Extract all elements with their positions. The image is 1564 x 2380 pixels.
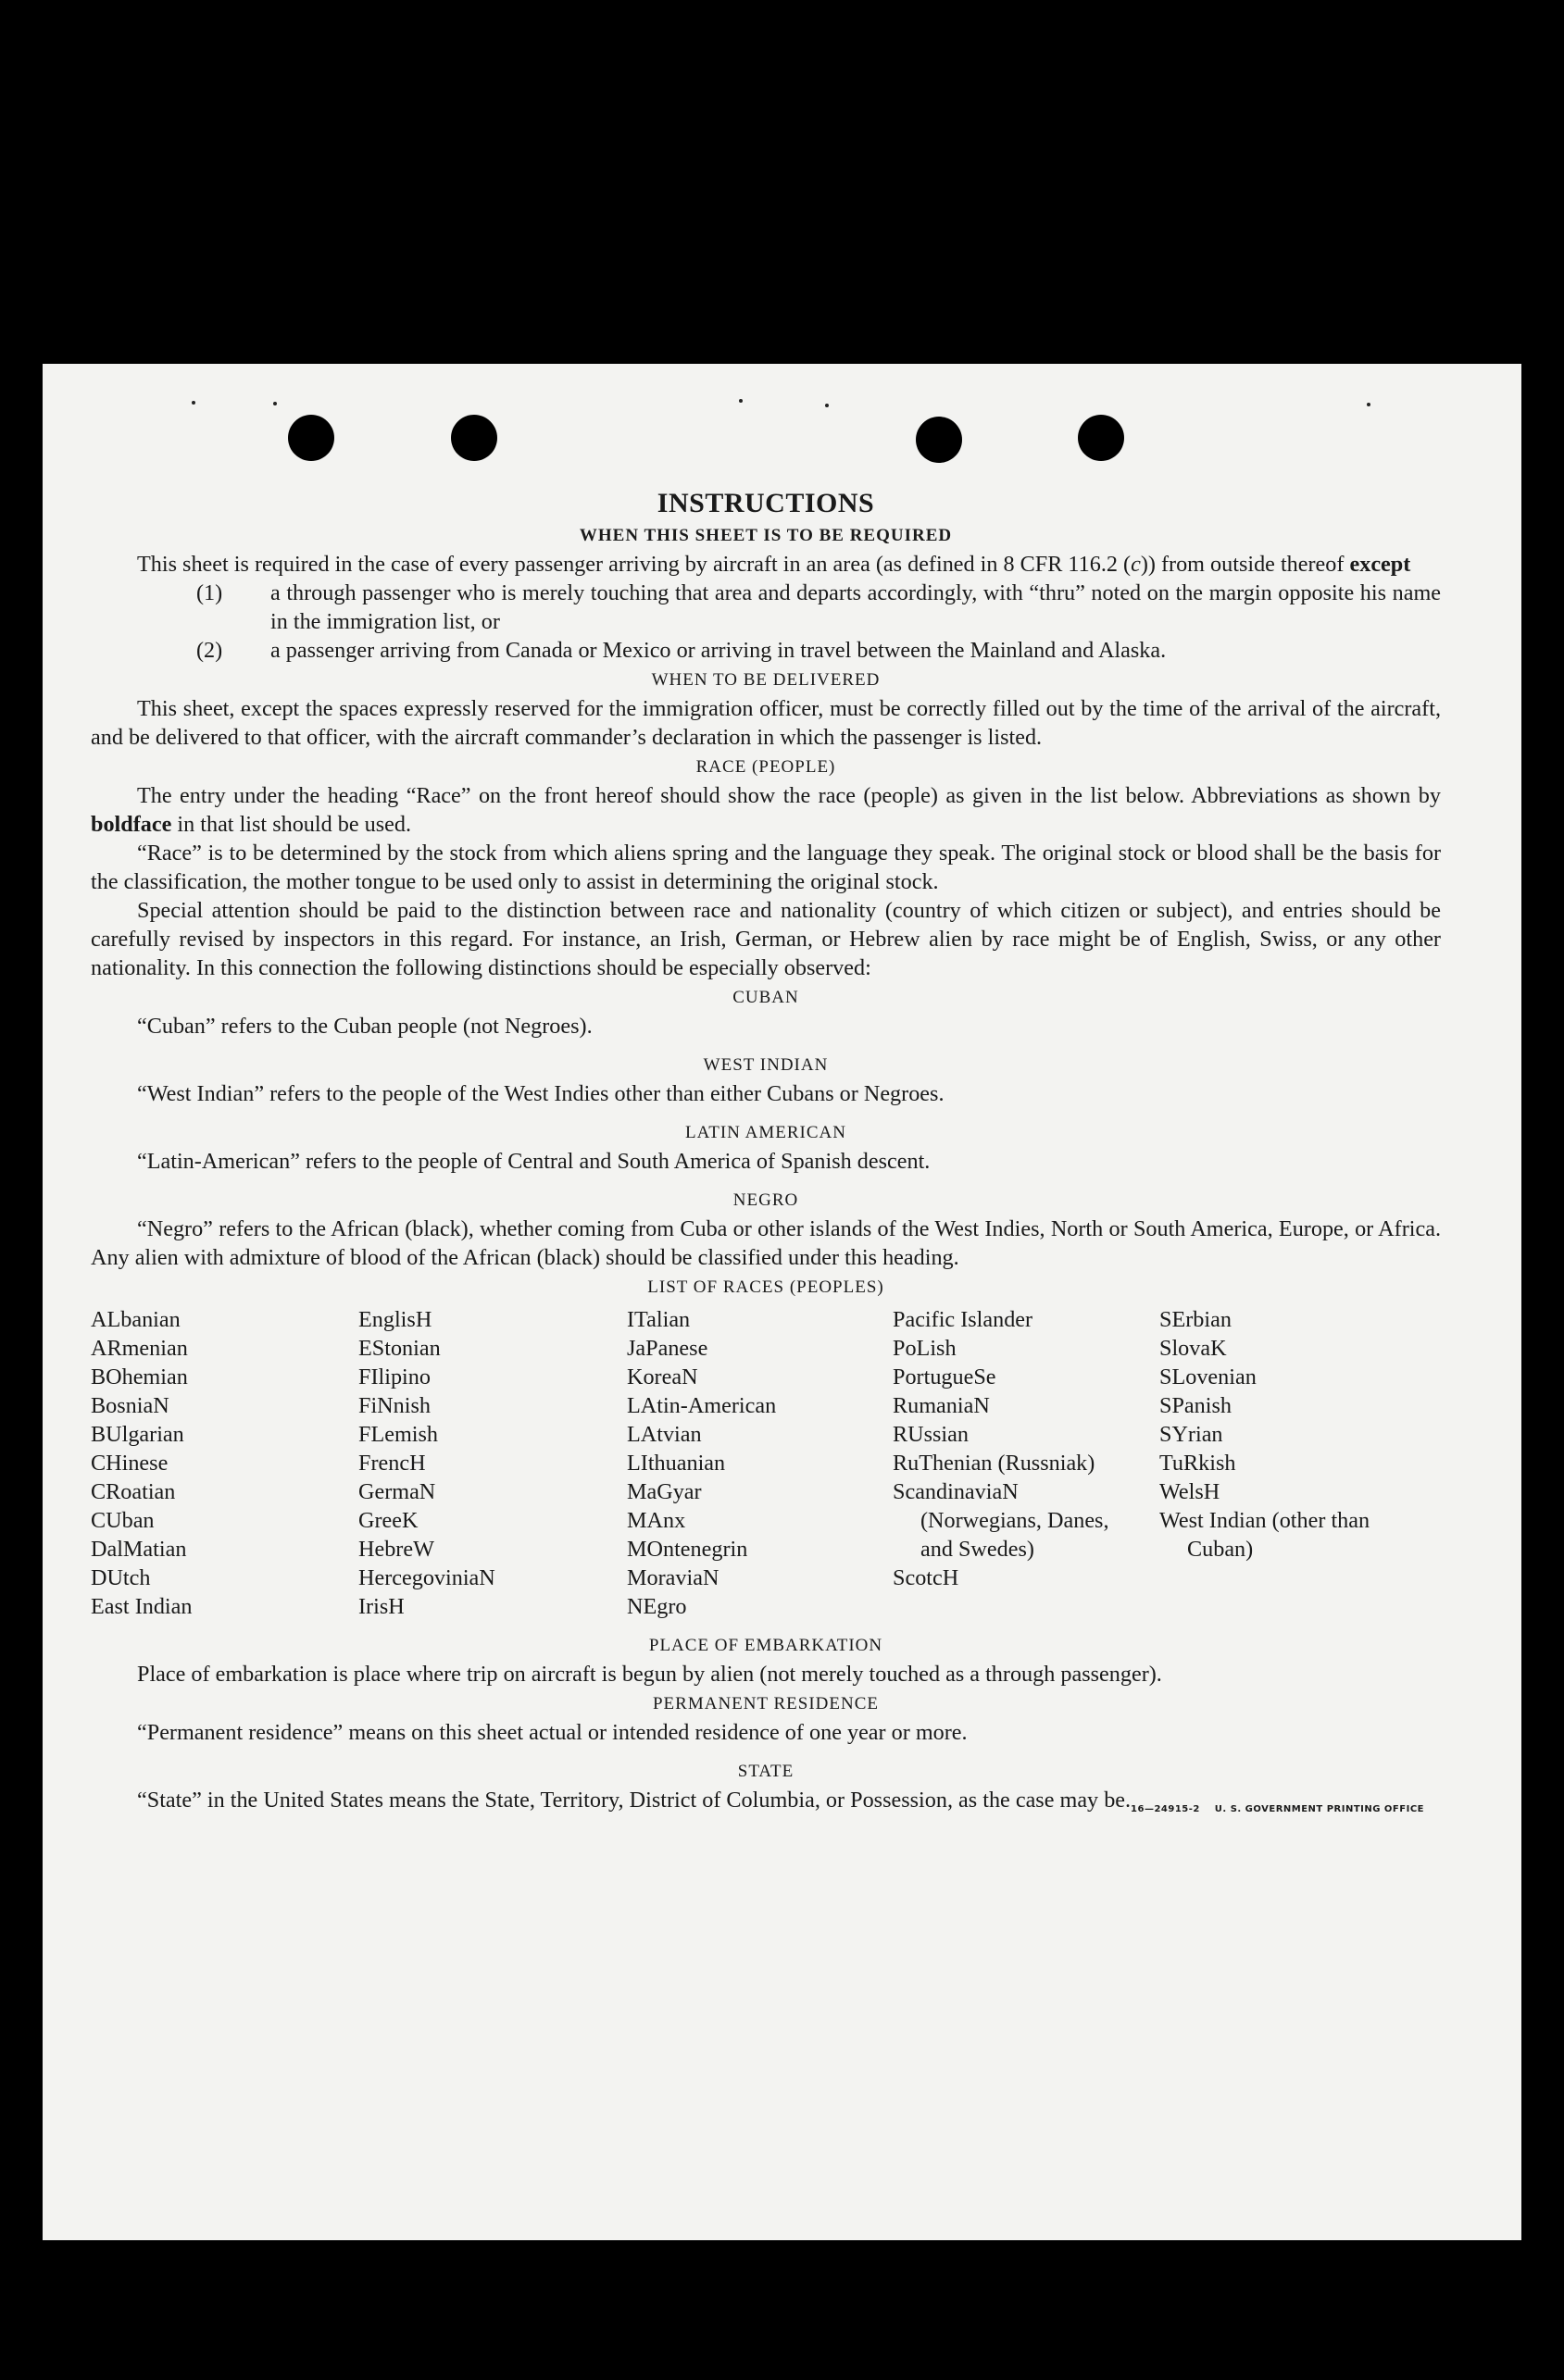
section-heading-embarkation: PLACE OF EMBARKATION [648, 1636, 883, 1655]
race-paragraph-3: Special attention should be paid to the distinction between race and nationality (country of which citizen or subject), and entries should be carefully revised by inspectors in this regard. For instance, an Irish, German, or Hebrew alien by race might be of English, Swiss, or any other nationality. In this connection the following distinctions should be especially observed: [91, 898, 1441, 980]
race-item: RumaniaN [893, 1393, 990, 1418]
race-item: ScotcH [893, 1565, 959, 1590]
punch-hole [1078, 415, 1124, 461]
race-item: East Indian [91, 1594, 193, 1619]
section-heading-state: STATE [737, 1762, 795, 1781]
section-heading-races-list: LIST OF RACES (PEOPLES) [647, 1277, 884, 1297]
races-column-1 [91, 1305, 358, 1621]
instructions-body [91, 487, 1441, 1814]
race-item: SErbian [1159, 1307, 1232, 1332]
document-page [43, 364, 1521, 2240]
race-item: BosniaN [91, 1393, 169, 1418]
race-item: HebreW [358, 1537, 434, 1562]
race-item: IrisH [358, 1594, 405, 1619]
section-heading-permanent-residence: PERMANENT RESIDENCE [652, 1694, 880, 1713]
speck [273, 402, 277, 405]
race-item: RUssian [893, 1422, 969, 1447]
races-table [91, 1305, 1441, 1621]
race-item: CHinese [91, 1451, 169, 1476]
race-item: MaGyar [627, 1479, 702, 1504]
race-item: DalMatian [91, 1537, 187, 1562]
section-heading-latin-american: LATIN AMERICAN [685, 1123, 846, 1142]
section-heading-when-required: WHEN THIS SHEET IS TO BE REQUIRED [579, 526, 953, 545]
race-item: FiNnish [358, 1393, 431, 1418]
race-item: HercegoviniaN [358, 1565, 495, 1590]
west-indian-paragraph: “West Indian” refers to the people of the West Indies other than either Cubans or Negroes. [137, 1081, 945, 1106]
race-item: BOhemian [91, 1364, 188, 1389]
negro-paragraph: “Negro” refers to the African (black), whether coming from Cuba or other islands of the West Indies, North or South America, Europe, or Africa. Any alien with admixture of blood of the African (black) should be classified under this heading. [91, 1216, 1441, 1270]
section-heading-cuban: CUBAN [732, 988, 799, 1007]
race-item: JaPanese [627, 1336, 708, 1361]
races-column-2 [358, 1305, 627, 1621]
exception-item-2: (2) a passenger arriving from Canada or Mexico or arriving in travel between the Mainland and Alaska. [196, 638, 1167, 663]
race-item: GermaN [358, 1479, 436, 1504]
race-item: SYrian [1159, 1422, 1223, 1447]
race-item: NEgro [627, 1594, 687, 1619]
speck [739, 399, 743, 403]
race-item: BUlgarian [91, 1422, 184, 1447]
race-item: ScandinaviaN (Norwegians, Danes, and Swedes) [893, 1479, 1109, 1562]
required-paragraph: This sheet is required in the case of every passenger arriving by aircraft in an area (as defined in 8 CFR 116.2 (c)) from outside thereof except [137, 552, 1411, 577]
race-item: Pacific Islander [893, 1307, 1033, 1332]
speck [825, 404, 829, 407]
race-item: WelsH [1159, 1479, 1220, 1504]
race-item: SLovenian [1159, 1364, 1257, 1389]
exception-item-1: (1) a through passenger who is merely touching that area and departs accordingly, with “thru” noted on the margin opposite his name in the immigration list, or [196, 580, 1441, 634]
race-item: ALbanian [91, 1307, 181, 1332]
race-paragraph-2: “Race” is to be determined by the stock from which aliens spring and the language they speak. The original stock or blood shall be the basis for the classification, the mother tongue to be used only to assist in determining the original stock. [91, 841, 1441, 894]
race-item: LIthuanian [627, 1451, 726, 1476]
race-item: West Indian (other than Cuban) [1159, 1508, 1370, 1562]
races-column-4 [893, 1305, 1159, 1621]
race-item: EnglisH [358, 1307, 432, 1332]
race-item: MAnx [627, 1508, 686, 1533]
race-item: LAtin-American [627, 1393, 777, 1418]
race-item: SlovaK [1159, 1336, 1227, 1361]
state-paragraph: “State” in the United States means the State, Territory, District of Columbia, or Possession, as the case may be. [137, 1788, 1132, 1813]
race-item: KoreaN [627, 1364, 698, 1389]
race-item: TuRkish [1159, 1451, 1236, 1476]
race-item: ITalian [627, 1307, 691, 1332]
embarkation-paragraph: Place of embarkation is place where trip on aircraft is begun by alien (not merely touched as a through passenger). [137, 1662, 1162, 1687]
printing-office-imprint: 16—24915-2 U. S. GOVERNMENT PRINTING OFFICE [1131, 1804, 1424, 1814]
race-item: FIlipino [358, 1364, 431, 1389]
latin-american-paragraph: “Latin-American” refers to the people of Central and South America of Spanish descent. [137, 1149, 931, 1174]
section-heading-race: RACE (PEOPLE) [695, 757, 836, 777]
section-heading-negro: NEGRO [732, 1190, 799, 1210]
speck [192, 401, 195, 405]
section-heading-west-indian: WEST INDIAN [703, 1055, 829, 1075]
page-title: INSTRUCTIONS [657, 488, 875, 518]
punch-hole [288, 415, 334, 461]
delivered-paragraph: This sheet, except the spaces expressly reserved for the immigration officer, must be correctly filled out by the time of the arrival of the aircraft, and be delivered to that officer, with the aircraft commander’s declaration in which the passenger is listed. [91, 696, 1441, 750]
cuban-paragraph: “Cuban” refers to the Cuban people (not Negroes). [137, 1014, 593, 1039]
race-item: PoLish [893, 1336, 957, 1361]
race-item: FrencH [358, 1451, 426, 1476]
race-item: EStonian [358, 1336, 441, 1361]
race-item: PortugueSe [893, 1364, 996, 1389]
race-item: LAtvian [627, 1422, 702, 1447]
residence-paragraph: “Permanent residence” means on this sheet actual or intended residence of one year or more. [137, 1720, 968, 1745]
punch-hole [916, 417, 962, 463]
race-item: GreeK [358, 1508, 419, 1533]
race-item: RuThenian (Russniak) [893, 1451, 1095, 1476]
punch-hole [451, 415, 497, 461]
race-item: ARmenian [91, 1336, 188, 1361]
race-item: CRoatian [91, 1479, 176, 1504]
races-column-5 [1159, 1305, 1441, 1621]
footer-row [91, 1786, 1441, 1814]
section-heading-when-delivered: WHEN TO BE DELIVERED [651, 670, 881, 690]
race-item: FLemish [358, 1422, 439, 1447]
race-paragraph-1: The entry under the heading “Race” on the front hereof should show the race (people) as given in the list below. Abbreviations as shown by boldface in that list should be used. [91, 783, 1441, 837]
races-column-3 [627, 1305, 893, 1621]
race-item: MoraviaN [627, 1565, 719, 1590]
speck [1367, 403, 1370, 406]
race-item: SPanish [1159, 1393, 1232, 1418]
race-item: CUban [91, 1508, 155, 1533]
race-item: MOntenegrin [627, 1537, 748, 1562]
race-item: DUtch [91, 1565, 151, 1590]
